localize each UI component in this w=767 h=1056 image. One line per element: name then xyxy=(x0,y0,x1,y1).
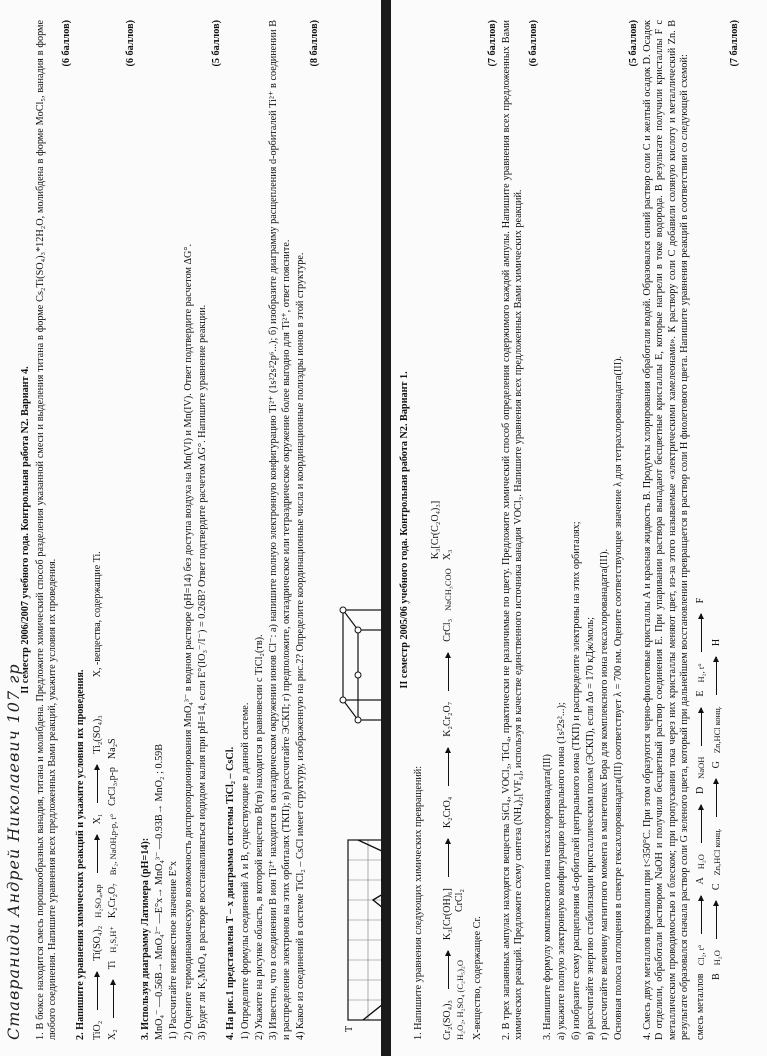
scheme-cr2-so4-3: Cr₂(SO₄)₃ xyxy=(441,1000,453,1040)
right-q3-item-b: б) изобразите схему расщепления d-орбиталей центрального иона (ТКП) и распределите электроны на этих орбиталях; xyxy=(570,521,582,1040)
right-q3-item-d: г) рассчитайте величину магнитного момента в магнетонах Бора для комплексного иона гексахлорованадата(III). xyxy=(599,548,611,1040)
phase-diagram-grid xyxy=(348,840,381,1020)
axis-label-t: T xyxy=(343,1025,355,1032)
scheme-k3-cr-oh6: K₃[Cr(OH)₆] xyxy=(441,888,453,941)
scheme-k3-cr-c2o4: K₃[Cr(C₂O₄)₃] xyxy=(429,500,441,560)
arrow-icon xyxy=(97,835,98,873)
scheme-f: F xyxy=(695,597,707,604)
left-q1: 1. В бюксе находится смесь порошкообразных ванадия, титана и молибдена. Предложите химический способ разделения указанной смеси и выделения титана в форме Cs₂Ti(SO₄)₃*12H₂O, молибдена в форме MoCl₅, ванадия в форме любого соединения. Напишите уравнения всех предложенных Вами реакций, укажите условия их проведения. xyxy=(34,20,58,1040)
scheme-metal-mix: смесь металлов xyxy=(695,973,707,1040)
scheme-label-h2o-2: H₂O xyxy=(711,950,722,966)
left-q4-score: (8 баллов) xyxy=(309,20,321,67)
scheme-x3: X₃ xyxy=(441,549,453,561)
scheme-ti2-so4-3: Ti₂(SO₄)₃ xyxy=(91,715,103,754)
right-q2: 2. В трех запаянных ампулах находятся вещества SiCl₄, VOCl₃, TiCl₄, практически не различимые по цвету. Предложите химический способ определения содержимого каждой ампулы. Напишите уравнения всех предложенных Вами химических реакций. Предложите схему синтеза (NH₄)₂[VF₆], используя в качестве единственного источника ванадия VOCl₃. Напишите уравнения всех предложенных Вами химических реакций. xyxy=(501,20,525,1040)
scheme-k2cr2o7: K₂Cr₂O₇ xyxy=(441,701,453,737)
right-q4: 4. Смесь двух металлов прокалили при t<350°С. При этом образуются черно-фиолетовые кристаллы А и красная жидкость В. Продукты хлорирования обработали водой. Образовался синий раствор соли С и желтый осадок D. Осадок D отделили, обработали раствором NaOH и получили бесцветный раствор соединения Е. При упаривании раствора выпадают бесцветные кристаллы Е, которые нагрели в токе водорода. В результате получили кристаллы F с металлическим проводимостью и блеском; при пропускании тока через них кристаллы меняют цвет, из-за этого называемые «электрическими хамелеонами». К раствору соли С добавили соляную кислоту и металлический Zn. В результате образовался сначала раствор соли G зеленого цвета, который при дальнейшем восстановлении превращается в раствор соли Н фиолетового цвета. Напишите уравнения реакций в соответствии со следующей схемой: xyxy=(642,20,690,1040)
corner-atoms xyxy=(340,607,381,723)
arrow-icon xyxy=(97,765,98,803)
liquidus-line xyxy=(358,840,381,1020)
left-q3-item-3: 3) Будет ли K₂MnO₄ в растворе восстанавливаться иодидом калия при pH=14, если E°(IO₃⁻/I⁻) = 0.26B? Ответ подтвердите расчетом ΔG°. Напишите уравнение реакции. xyxy=(196,304,208,1040)
unit-cell-edges xyxy=(343,610,381,720)
scheme-label-h2s: H₂S,H⁺ xyxy=(108,926,119,953)
arrow-icon xyxy=(716,779,717,817)
left-q2: 2. Напишите уравнения химических реакций и укажите условия их проведения. xyxy=(75,669,87,1040)
scheme-c: C xyxy=(710,883,722,891)
binding-gutter xyxy=(381,0,391,1056)
right-q3-item-e: Основная полоса поглощения в спектре гексахлорованадата(III) соответствует λ = 700 нм. Оцените соответствующее значение λ для тетрахлорованадата(III). xyxy=(613,355,625,1040)
right-q1: 1. Напишите уравнения следующих химических превращений: xyxy=(413,765,425,1040)
scheme-label-zn-hcl-2: Zn,HCl конц. xyxy=(711,706,722,754)
arrow-icon xyxy=(716,901,717,939)
left-q1-score: (6 баллов) xyxy=(61,20,73,67)
scheme-label-naoh: NaOH xyxy=(696,756,707,779)
scheme-b: B xyxy=(710,973,722,980)
scheme-label-h2so4: H₂SO₄,кр xyxy=(92,884,103,918)
left-q3-diagram: MnO₄⁻ —0.56B→ MnO₄²⁻ —E°x→ MnO₄³⁻ —0.93B→ MnO₂ ; 0.59B xyxy=(153,743,165,1040)
left-q2-note: Х, -вещества, содержащие Ti. xyxy=(91,551,103,678)
right-q3-item-c: в) рассчитайте энергию стабилизации кристаллическим полем (ЭСКП), если Δo = 170 кДж/моль; xyxy=(584,617,596,1040)
right-q4-scheme xyxy=(695,20,723,1040)
scheme-h: H xyxy=(710,638,722,647)
right-q3: 3. Напишите формулу комплексного иона гексахлорованадата(III) xyxy=(541,754,553,1040)
scheme-ti: Ti xyxy=(107,960,119,970)
arrow-icon xyxy=(97,972,98,1010)
left-q4-item-3: 3) Известно, что в соединении В ион Ti²⁺ находится в октаэдрическом окружении ионов Cl⁻: а) напишите полную электронную конфигурацию Ti²⁺ (1s²2s²2p⁶...); б) изобразите диаграмму расщепления d-орбиталей Ti²⁺ в соединении В и распределение электронов на этих орбиталях (ТКП); в) рассчитайте ЭСКП; г) предположите, октаэдрическое или тетраэдрическое окружение более выгодно для Ti²⁺, ответ поясните. xyxy=(268,20,292,1040)
arrow-icon xyxy=(701,896,702,934)
left-figures xyxy=(328,20,381,1040)
scheme-e: E xyxy=(695,690,707,697)
left-page xyxy=(0,0,381,1056)
left-page-title: II семестр 2006/2007 учебного года. Контрольная работа N2. Вариант 4. xyxy=(20,366,32,694)
left-q2-score: (6 баллов) xyxy=(125,20,137,67)
scheme-label-h2o-1: H₂O xyxy=(696,854,707,870)
left-q3-item-1: 1) Рассчитайте неизвестное значение E°x xyxy=(168,861,180,1040)
right-page-title: II семестр 2005/06 учебного года. Контрольная работа N2. Вариант 1. xyxy=(399,371,410,689)
right-q3-score: (5 баллов) xyxy=(627,20,639,67)
left-q3-score: (5 баллов) xyxy=(211,20,223,67)
arrow-icon xyxy=(701,805,702,843)
arrow-icon xyxy=(113,980,114,1018)
arrow-icon xyxy=(701,614,702,652)
arrow-icon xyxy=(716,657,717,695)
left-q4-item-2: 2) Укажите на рисунке область, в которой вещество В(тв) находится в равновесии с TiCl₂(тв). xyxy=(254,634,266,1040)
right-q3-item-a: а) укажите полную электронную конфигурацию центрального иона (1s²2s²...); xyxy=(556,702,568,1040)
scheme-d: D xyxy=(695,786,707,795)
scheme-label-h2o2: H₂O₂, H₂SO₄ (C₂H₅)₂O xyxy=(455,959,466,1040)
arrow-icon xyxy=(701,708,702,746)
right-q4-score: (7 баллов) xyxy=(728,20,740,67)
arrow-icon xyxy=(448,951,449,989)
scheme-k2cro4: K₂CrO₄ xyxy=(441,796,453,829)
scheme-crcl2: CrCl₂ xyxy=(454,889,466,912)
arrow-icon xyxy=(448,839,449,877)
scheme-crcl3: CrCl₃ xyxy=(441,618,453,642)
scheme-g: G xyxy=(710,761,722,769)
scheme-k2cr2o7: K₂Cr₂O₇ xyxy=(107,883,119,919)
scheme-a: A xyxy=(695,877,707,885)
scheme-tio2: TiO₂ xyxy=(91,1020,103,1040)
crystal-structure-figure xyxy=(328,570,381,750)
left-q2-scheme xyxy=(92,20,120,1040)
right-q1-scheme xyxy=(430,20,467,1040)
left-q4-item-1: 1) Определите формулы соединений А и В, существующие в данной системе. xyxy=(239,702,251,1040)
scheme-label-cl2: Cl₂, t° xyxy=(696,944,707,966)
left-q4-item-4: 4) Какое из соединений в системе TiCl₂ – CsCl имеет структуру, изображенную на рис.2? Определите координационные числа и координационные полиэдры ионов в этой структуре. xyxy=(294,252,306,1040)
left-q3: 3. Используя диаграмму Латимера (pH=14): xyxy=(139,837,151,1040)
right-q1-score: (7 баллов) xyxy=(486,20,498,67)
scheme-na2s: Na₂S xyxy=(107,738,119,760)
right-q1-note: X-вещество, содержащее Cr. xyxy=(472,916,484,1040)
arrow-icon xyxy=(448,748,449,786)
scheme-label-zn-hcl-1: Zn,HCl конц. xyxy=(711,828,722,876)
handwritten-name: Ставраниди Андрей Николаевич 107 гр xyxy=(4,663,23,1040)
phase-diagram-figure xyxy=(328,790,381,1040)
left-q4: 4. На рис.1 представлена T – x диаграмма системы TiCl₂ – CsCl. xyxy=(225,746,237,1040)
scheme-label-h2: H₂, t° xyxy=(696,663,707,683)
arrow-icon xyxy=(448,653,449,691)
right-q2-score: (6 баллов) xyxy=(527,20,539,67)
phase-diagram-frame xyxy=(348,840,381,1020)
scheme-crcl3: CrCl₃,p-p xyxy=(107,767,119,806)
scheme-label-br2: Br₂, NaOH,p-p, t° xyxy=(108,813,119,876)
right-page xyxy=(391,0,767,1056)
scheme-ti-so4-2: Ti(SO₄)₂ xyxy=(91,925,103,961)
scheme-label-nach3coo: NaCH₃COO xyxy=(442,568,453,611)
scheme-x2: X₂ xyxy=(107,1029,119,1040)
left-q3-item-2: 2) Оцените термодинамическую возможность диспропорционирования MnO₄³⁻ в водном растворе (pH=14) без доступа воздуха на Mn(VI) и Mn(IV). Ответ подтвердите расчетом ΔG°. xyxy=(182,244,194,1040)
scheme-x1: X₁ xyxy=(91,813,103,825)
